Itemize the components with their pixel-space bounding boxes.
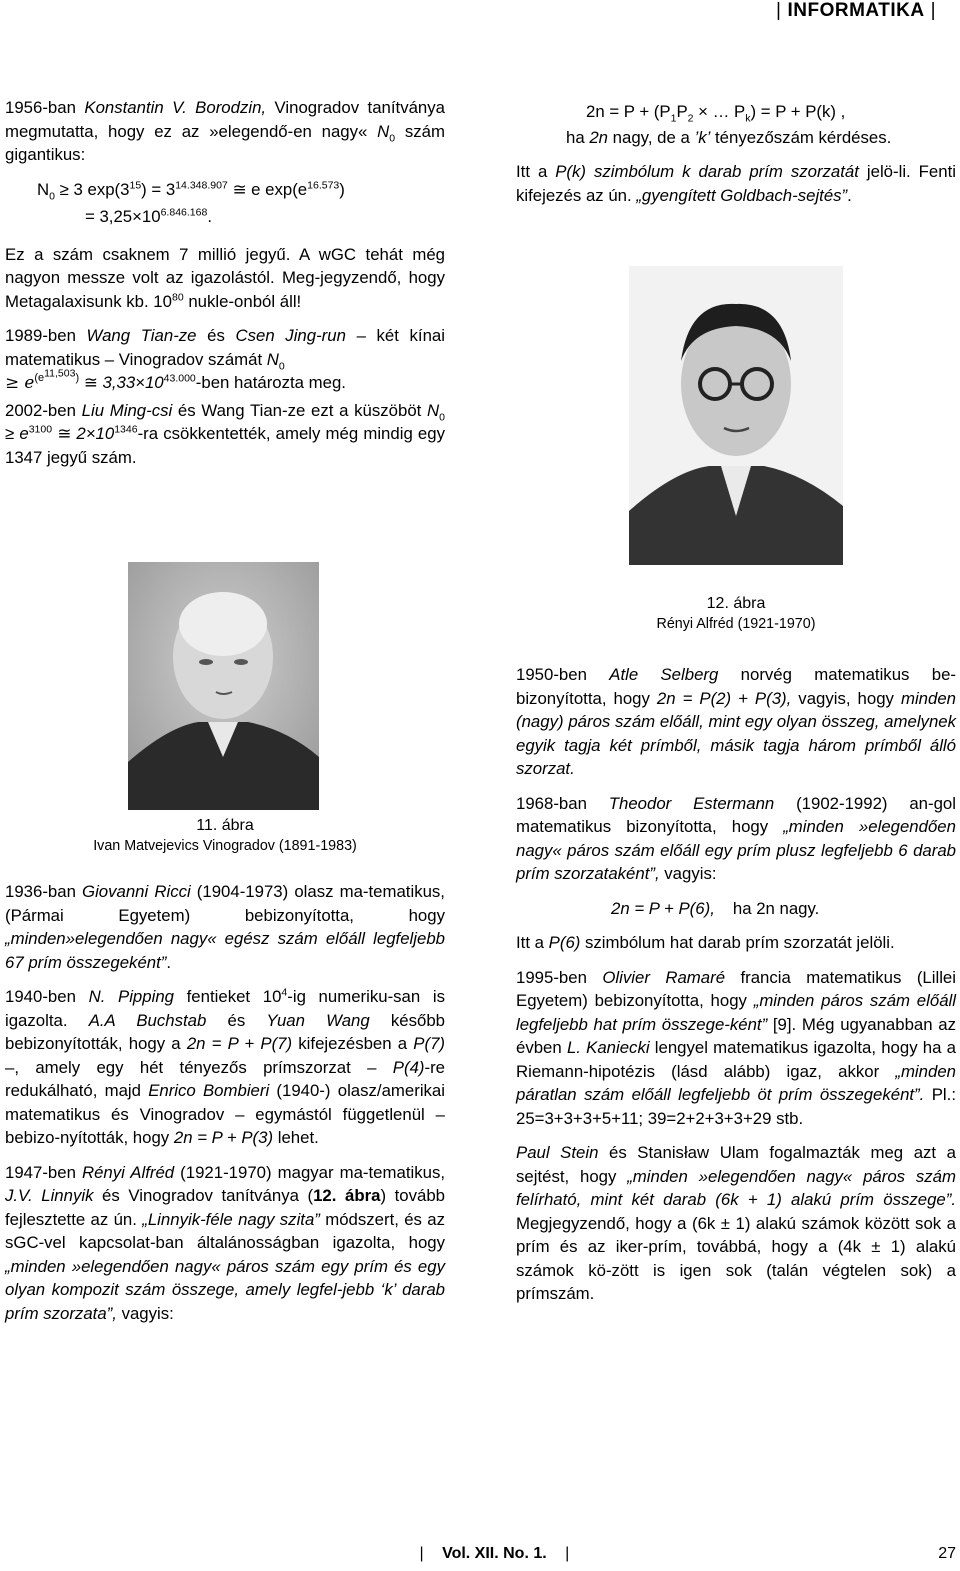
- right-column-bottom: [516, 663, 956, 1317]
- equation-estermann: 2n = P + P(6), ha 2n nagy.: [611, 898, 820, 918]
- figure-11-label: 11. ábra: [196, 817, 254, 834]
- paragraph-ramare: 1995-ben Olivier Ramaré francia matematikus (Lillei Egyetem) bebizonyította, hogy „minden páros szám előáll legfeljebb hat prím összege-ként” [9]. Még ugyanabban az évben L. Kaniecki lengyel matematikus igazolta, hogy ha a Riemann-hipotézis (lásd alább) igaz, akkor „minden páratlan szám előáll legfeljebb öt prím összegeként”. Pl.: 25=3+3+3+5+11; 39=2+2+3+3+29 stb.: [516, 967, 957, 1128]
- paragraph-estermann: 1968-ban Theodor Estermann (1902-1992) an-gol matematikus bizonyította, hogy „minden »elegendően nagy« páros szám előáll egy prím plusz legfeljebb 6 darab prím szorzataként”, vagyis:: [516, 793, 956, 883]
- right-column-top: [516, 100, 956, 218]
- equation-condition: ha 2n nagy, de a ’k’ tényezőszám kérdéses.: [566, 127, 892, 147]
- paragraph-renyi: 1947-ben Rényi Alfréd (1921-1970) magyar ma-tematikus, J.V. Linnyik és Vinogradov tanítványa (12. ábra) tovább fejlesztette az ún. „Linnyik-féle nagy szita” módszert, és az sGC-vel kapcsolat-ban általánosságban igazolta, hogy „minden »elegendően nagy« páros szám egy prím és egy olyan kompozit szám összege, amely legfel-jebb ‘k’ darab prím szorzata”, vagyis:: [5, 1162, 446, 1323]
- paragraph-stein-ulam: Paul Stein és Stanisław Ulam fogalmazták meg azt a sejtést, hogy „minden »elegendően nagy« páros szám felírható, mint két darab (6k + 1) alakú prím összege”. Megjegyzendő, hogy a (6k ± 1) alakú számok között sok a prím és az iker-prím, továbbá, hogy a (4k ± 1) alakú számok kö-zött is igen sok (talán végtelen sok) a prímszám.: [516, 1143, 957, 1303]
- volume-info: Vol. XII. No. 1.: [442, 1545, 547, 1562]
- footer-separator: |: [565, 1545, 570, 1562]
- left-column-bottom: [5, 880, 445, 1336]
- equation-n0-value: = $3,25\times 10^{6.846.168}$.: [85, 206, 212, 226]
- figure-11-caption: [5, 815, 445, 857]
- page-header: [770, 0, 942, 22]
- figure-12-caption: [516, 593, 956, 635]
- vinogradov-photo: [128, 562, 319, 810]
- paragraph-pk-symbol: Itt a P(k) szimbólum k darab prím szorzatát jelö-li. Fenti kifejezés az ún. „gyengített Goldbach-sejtés”.: [516, 162, 956, 205]
- section-title: INFORMATIKA: [787, 0, 925, 21]
- header-separator: |: [776, 0, 782, 21]
- paragraph-ricci: 1936-ban Giovanni Ricci (1904-1973) olasz ma-tematikus, (Pármai Egyetem) bebizonyította, hogy „minden»elegendően nagy« egész szám előáll legfeljebb 67 prím összegeként”.: [5, 882, 445, 972]
- portrait-renyi-image: [629, 266, 843, 565]
- left-column-top: [5, 96, 445, 480]
- paragraph-1989: 1989-ben Wang Tian-ze és Csen Jing-run – két kínai matematikus – Vinogradov számát $N_0$ ≥ $e^{(e^{11,503})}$ ≅ $3,33\times 10^{43.000}$-ben határozta meg.: [5, 326, 445, 392]
- page-number: 27: [938, 1545, 956, 1562]
- header-separator: |: [930, 0, 936, 21]
- paragraph-2002: 2002-ben Liu Ming-csi és Wang Tian-ze ezt a küszöböt $N_0 \ge e^{3100}$ ≅ $2\times 10^{1346}-ra$ csökkentették, amely még mindig egy 1347 jegyű szám.: [5, 400, 445, 467]
- paragraph-digits: Ez a szám csaknem 7 millió jegyű. A wGC tehát még nagyon messze volt az igazolástól. Meg-jegyzendő, hogy Metagalaxisunk kb. $10^{80}$ nukle-onból áll!: [5, 244, 445, 311]
- figure-11-subtitle: Ivan Matvejevics Vinogradov (1891-1983): [93, 838, 357, 854]
- equation-n0: $N_0 \ge 3$ $\exp(3^{15}) = 3^{14.348.907}$ ≅ e $\exp(e^{16.573})$: [37, 178, 345, 202]
- renyi-photo: [629, 266, 843, 565]
- portrait-vinogradov-image: [128, 562, 319, 810]
- paragraph-borodzin: 1956-ban Konstantin V. Borodzin, Vinogradov tanítványa megmutatta, hogy ez az »elegendő-en nagy« $N_0$ szám gigantikus:: [5, 98, 445, 164]
- page-footer: [419, 1545, 956, 1563]
- paragraph-pipping: 1940-ben N. Pipping fentieket $10^4-ig$ numeriku-san is igazolta. A.A Buchstab és Yuan Wang később bebizonyították, hogy a 2n = P + P(7) kifejezésben a P(7) –, amely egy hét tényezős prímszorzat – P(4)-re redukálható, majd Enrico Bombieri (1940-) olasz/amerikai matematikus és Vinogradov – egymástól függetlenül – bebizo-nyították, hogy 2n = P + P(3) lehet.: [5, 986, 446, 1147]
- equation-weak-goldbach: $2n = P + (P_1P_2$ × … $P_k) = P + P(k)$ ,: [586, 102, 846, 125]
- paragraph-selberg: 1950-ben Atle Selberg norvég matematikus be-bizonyította, hogy 2n = P(2) + P(3), vagyis, hogy minden (nagy) páros szám előáll, mint egy olyan összeg, amelynek egyik tagja két prímből, másik tagja három prímből álló szorzat.: [516, 665, 957, 778]
- figure-12-subtitle: Rényi Alfréd (1921-1970): [656, 616, 816, 632]
- figure-12-label: 12. ábra: [706, 595, 766, 612]
- footer-separator: |: [419, 1545, 424, 1562]
- paragraph-p6-symbol: Itt a P(6) szimbólum hat darab prím szorzatát jelöli.: [516, 933, 895, 952]
